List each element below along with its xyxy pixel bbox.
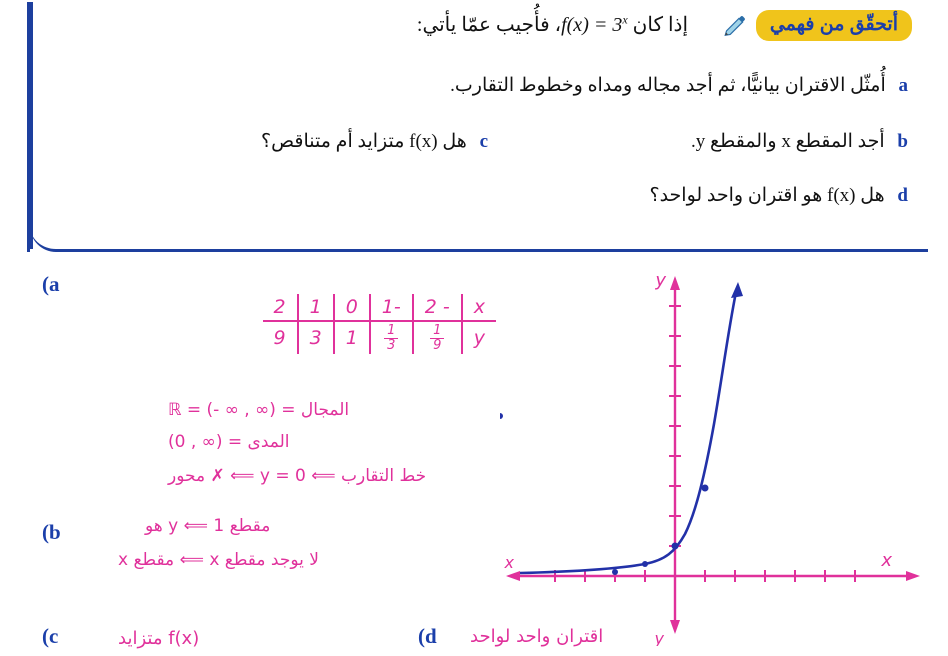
table-cell-y-2: 1 (334, 321, 370, 354)
exponential-graph (500, 266, 930, 646)
table-cell-y-4: 9 (273, 327, 286, 350)
curve-arrow (731, 282, 743, 298)
answer-label-b: (b (42, 520, 61, 544)
table-header-y: y (462, 321, 496, 354)
question-item-c-text: هل f(x) متزايد أم متناقص؟ (261, 131, 467, 152)
plot-point-0 (612, 569, 618, 575)
question-item-b (691, 130, 908, 153)
y-axis-label: y (655, 270, 666, 291)
answer-range-line: المدى = (∞ , 0) (168, 432, 290, 452)
table-row-y (263, 321, 496, 354)
answer-b-line1: مقطع y ⟸ 1 هو (145, 516, 271, 536)
table-cell-y-0 (413, 321, 462, 354)
y-axis-arrow-down (670, 620, 680, 634)
x-axis-label: x (881, 550, 892, 571)
table-cell-y-1-num: 1 (384, 324, 398, 339)
table-cell-x-2: 0 (334, 294, 370, 321)
table-cell-y-0-den: 9 (433, 337, 442, 353)
plot-point-1 (642, 561, 648, 567)
question-item-a-text: أُمثّل الاقتران بيانيًّا، ثم أجد مجاله ومداه وخطوط التقارب. (450, 75, 886, 96)
plot-point-4 (500, 413, 503, 419)
value-table-grid (263, 294, 496, 354)
value-table (196, 294, 496, 384)
prompt-prefix: إذا كان (632, 14, 688, 36)
question-item-d (650, 184, 909, 207)
question-item-c-label: c (479, 131, 488, 152)
answer-d-line: اقتران واحد لواحد (470, 626, 604, 647)
handwritten-answer-area (0, 258, 948, 656)
table-header-x: x (462, 294, 496, 321)
table-cell-x-0: - 2 (413, 294, 462, 321)
plot-point-3 (702, 485, 709, 492)
table-cell-y-1 (370, 321, 413, 354)
question-item-d-label: d (897, 185, 908, 206)
question-prompt (417, 12, 688, 37)
answer-c-line: f(x) متزايد (118, 628, 200, 649)
prompt-exponent: x (622, 12, 628, 27)
x-axis-arrow-right (906, 571, 920, 581)
question-item-b-text: أجد المقطع x والمقطع y. (691, 131, 885, 152)
table-cell-x-4: 2 (263, 294, 298, 321)
check-understanding-label: أتحقّق من فهمي (756, 10, 912, 41)
question-item-a (450, 74, 908, 97)
prompt-suffix: ، فأُجيب عمّا يأتي: (416, 14, 562, 36)
question-panel (30, 2, 928, 252)
pencil-icon (722, 13, 748, 39)
answer-label-c: (c (42, 624, 59, 648)
question-item-a-label: a (898, 75, 908, 96)
table-row-x (263, 294, 496, 321)
y-axis-arrow-up (670, 276, 680, 290)
question-item-b-label: b (897, 131, 908, 152)
plot-point-2 (672, 543, 679, 550)
answer-b-line2: لا يوجد مقطع x ⟸ مقطع x (118, 550, 319, 570)
y-axis-label-bottom: y (654, 629, 664, 646)
prompt-function: f(x) = 3 (561, 14, 623, 36)
answer-label-a: (a (42, 272, 60, 296)
table-cell-x-1: -1 (370, 294, 413, 321)
table-cell-y-1-den: 3 (387, 337, 396, 353)
question-item-c (261, 130, 488, 153)
x-axis-label-left: x (504, 553, 514, 572)
table-cell-y-0-num: 1 (430, 324, 444, 339)
x-axis-arrow-left (506, 571, 520, 581)
answer-asymptote-line: خط التقارب ⟸ y = 0 ⟸ ✗ محور (168, 466, 427, 486)
answer-domain-line: المجال = (∞ , ∞ -) = ℝ (168, 400, 350, 420)
answer-label-d: (d (418, 624, 437, 648)
panel-left-border (30, 2, 33, 249)
table-cell-x-3: 1 (298, 294, 334, 321)
question-item-d-text: هل f(x) هو اقتران واحد لواحد؟ (649, 185, 885, 206)
table-cell-y-3: 3 (298, 321, 334, 354)
check-understanding-badge (722, 10, 912, 41)
exponential-curve (520, 292, 736, 573)
